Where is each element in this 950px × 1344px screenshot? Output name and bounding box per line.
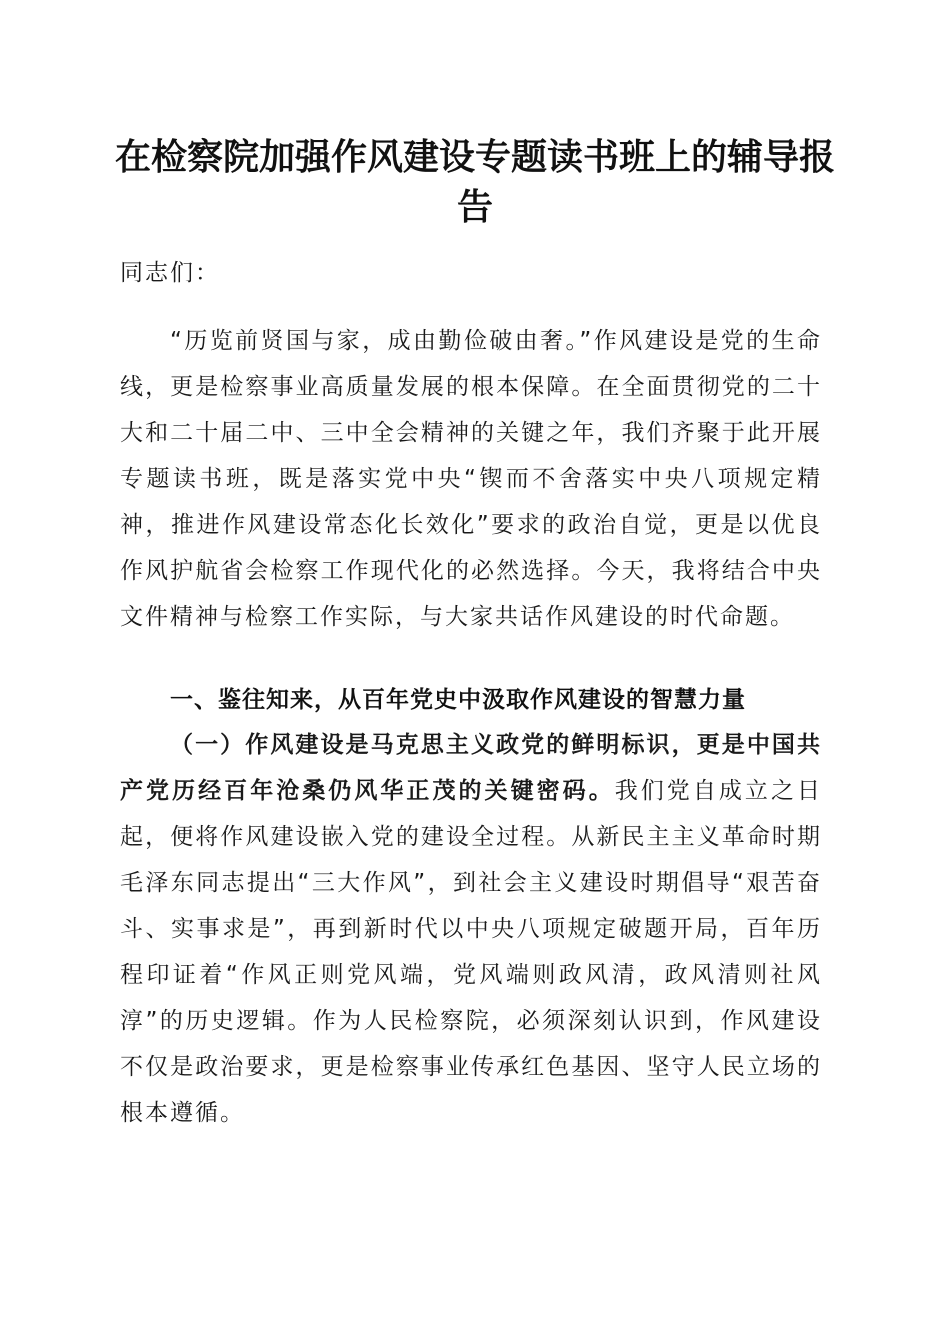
subsection-lead: （一）作风建设是马克思主义政党的鲜明标识，更是中国共产党历经百年沧桑仍风华正茂的关键密码。 bbox=[120, 732, 822, 804]
salutation: 同志们： bbox=[120, 260, 220, 286]
intro-paragraph: “历览前贤国与家，成由勤俭破由奢。”作风建设是党的生命线，更是检察事业高质量发展的根本保障。在全面贯彻党的二十大和二十届二中、三中全会精神的关键之年，我们齐聚于此开展专题读书班，既是落实党中央“锲而不舍落实中央八项规定精神，推进作风建设常态化长效化”要求的政治自觉，更是以优良作风护航省会检察工作现代化的必然选择。今天，我将结合中央文件精神与检察工作实际，与大家共话作风建设的时代命题。 bbox=[120, 328, 822, 630]
document-title: 在检察院加强作风建设专题读书班上的辅导报告 bbox=[114, 136, 835, 228]
subsection-body: 我们党自成立之日起，便将作风建设嵌入党的建设全过程。从新民主主义革命时期毛泽东同志提出“三大作风”，到社会主义建设时期倡导“艰苦奋斗、实事求是”，再到新时代以中央八项规定破题开局，百年历程印证着“作风正则党风端，党风端则政风清，政风清则社风淳”的历史逻辑。作为人民检察院，必须深刻认识到，作风建设不仅是政治要求，更是检察事业传承红色基因、坚守人民立场的根本遵循。 bbox=[120, 778, 823, 1126]
section-heading: 一、鉴往知来，从百年党史中汲取作风建设的智慧力量 bbox=[170, 687, 746, 713]
subsection-paragraph bbox=[120, 722, 822, 1136]
